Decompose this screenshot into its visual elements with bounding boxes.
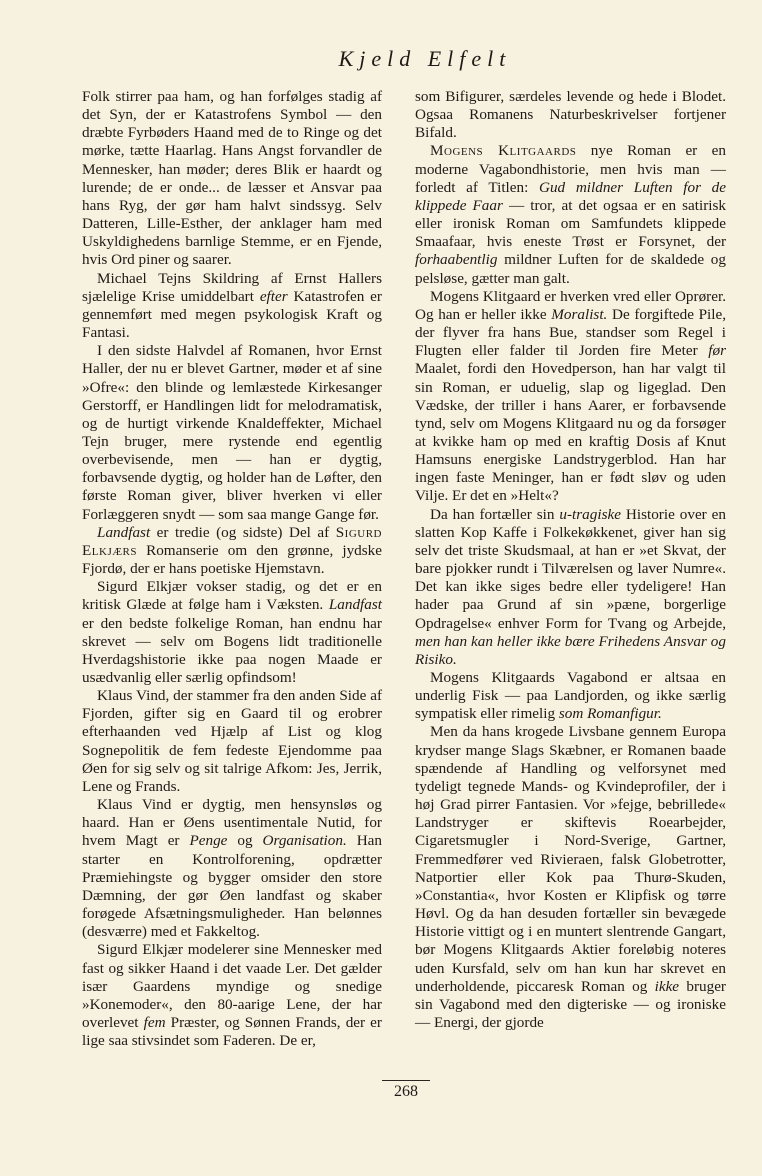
text-run: som Bifigurer, særdeles levende og hede i Blodet. Ogsaa Romanens Naturbeskrivelser fortjener Bifald. — [415, 88, 726, 142]
text-run: Præster, og Sønnen Frands, der er lige saa stivsindet som Faderen. De er, — [82, 1013, 382, 1050]
italic-text: Moralist. — [551, 305, 608, 323]
paragraph — [82, 578, 382, 687]
italic-text: men han kan heller ikke bære Frihedens Ansvar og Risiko. — [415, 632, 726, 668]
paragraph — [82, 270, 382, 343]
paragraph — [82, 941, 382, 1050]
text-run: Michael Tejns Skildring af Ernst Hallers sjælelige Krise umiddelbart — [82, 269, 382, 305]
paragraph — [415, 506, 726, 669]
paragraph — [415, 288, 726, 506]
paragraph — [82, 342, 382, 524]
text-run: Historie over en slatten Kop Kaffe i Folkekøkkenet, giver han sig selv det triste Skudsmaal, at han er »et Skvat, der bare pjokker rundt i Tilværelsen og laver Numre«. Det kan ikke siges bedre eller tydeligere! Han hader paa Grund af sin »pæne, borgerlige Opdragelse« enhver Form for Tvang og Arbejde, — [415, 505, 726, 632]
paragraph — [82, 796, 382, 941]
running-title: Kjeld Elfelt — [338, 46, 512, 71]
folio-rule — [382, 1080, 430, 1081]
paragraph — [415, 723, 726, 1032]
left-column — [82, 88, 382, 1050]
right-column — [415, 88, 726, 1032]
text-run: Klaus Vind er dygtig, men hensynsløs og haard. Han er Øens usentimentale Nutid, for hvem Magt er — [82, 796, 382, 850]
italic-text: efter — [259, 287, 288, 305]
page-number: 268 — [394, 1083, 418, 1100]
italic-text: som Romanfigur. — [558, 705, 662, 723]
text-run: Sigurd Elkjær modelerer sine Mennesker med fast og sikker Haand i det vaade Ler. Det gælder især Gaardens myndige og snedige »Konemoder«, den 80-aarige Lene, der har overlevet — [82, 941, 382, 1031]
italic-text: forhaabentlig — [415, 251, 498, 269]
text-run: Da han fortæller sin — [430, 505, 560, 523]
paragraph — [82, 687, 382, 796]
italic-text: Gud mildner Luften for de klippede Faar — [415, 178, 726, 214]
text-run: nye Roman er en moderne Vagabondhistorie, men hvis man — forledt af Titlen: — [415, 142, 726, 196]
text-run: Romanserie om den grønne, jydske Fjordø, der er hans poetiske Hjemstavn. — [82, 541, 382, 578]
text-run: Klaus Vind, der stammer fra den anden Side af Fjorden, gifter sig en Gaard til og erobrer efterhaanden ved Hjælp af List og klog Sognepolitik de fem fedeste Ejendomme paa Øen for sig selv og sit talrige Afkom: Jes, Jerrik, Lene og Frands. — [82, 687, 382, 795]
paragraph — [415, 142, 726, 287]
italic-text: ikke — [654, 977, 680, 995]
italic-text: fem — [143, 1013, 166, 1031]
italic-text: Landfast — [328, 596, 382, 614]
text-run: Men da hans krogede Livsbane gennem Europa krydser mange Slags Skæbner, er Romanen baade spændende af Handling og velforsynet med tydeligt tegnede Mands- og Kvindeprofiler, der i høj Grad pirrer Fantasien. Vor »fejge, bebrillede« Landstryger er skiftevis Roearbejder, Cigaretsmugler i Nord-Sverige, Gartner, Fremmedfører ved Rivieraen, falsk Globetrotter, Natportier eller Kok paa Thurø-Skuden, »Constantia«, hvor Kosten er Klipfisk og tørre Høvl. Og da han desuden fortæller sin bevægede Historie vittigt og i en muntert slentrende Gangart, bør Mogens Klitgaards Aktier foreløbig noteres uden Kursfald, selv om han kun har skrevet en underholdende, piccaresk Roman og — [415, 723, 726, 995]
text-run: Folk stirrer paa ham, og han forfølges stadig af det Syn, der er Katastrofens Symbol — den dræbte Fyrbøders Haand med de to Ringe og det mørke, tætte Haarlag. Hans Angst forvandler de Mennesker, han møder; deres Blik er haardt og lurende; de er onde... de læsser et Ansvar paa hans Ryg, der gør ham halvt sindssyg. Selv Datteren, Lille-Esther, der anklager ham med Uskyldighedens barnlige Stemme, er en Fjende, hvis Ord piner og saarer. — [82, 88, 382, 269]
text-run: er den bedste folkelige Roman, han endnu har skrevet — selv om Bogens lidt traditionelle Hverdagshistorie ikke paa nogen Maade er usædvanlig eller særlig opfindsom! — [82, 614, 382, 686]
text-run: Sigurd Elkjær vokser stadig, og det er en kritisk Glæde at følge ham i Væksten. — [82, 578, 382, 614]
author-name: Mogens Klitgaards — [430, 142, 577, 160]
text-run: I den sidste Halvdel af Romanen, hvor Ernst Haller, der nu er blevet Gartner, møder et af sine »Ofre«: den blinde og lemlæstede Kirkesanger Gerstorff, er Handlingen lidt for melodramatisk, og de hurtigt virkende Knaldeffekter, Michael Tejn bruger, mere rystende end egentlig overbevisende, men — han er dygtig, forbavsende dygtig, og holder han de Løfter, den første Roman giver, bliver hverken vi eller Forlæggeren snydt — som saa mange Gange før. — [82, 342, 382, 523]
text-run: bruger sin Vagabond med den digteriske — og ironiske — Energi, der gjorde — [415, 977, 726, 1031]
text-run: Mogens Klitgaards Vagabond er altsaa en underlig Fisk — paa Landjorden, og ikke særlig sympatisk eller rimelig — [415, 669, 726, 723]
italic-text: u-tragiske — [559, 505, 621, 523]
italic-text: Organisation. — [262, 832, 347, 850]
italic-text: Penge — [189, 832, 228, 850]
text-run: er tredie (og sidste) Del af — [150, 523, 336, 541]
text-run: og — [227, 832, 263, 850]
text-run: Katastrofen er gennemført med megen psykologisk Kraft og Fantasi. — [82, 287, 382, 342]
italic-text: Landfast — [97, 523, 151, 541]
paragraph — [82, 524, 382, 578]
paragraph — [82, 88, 382, 270]
paragraph — [415, 88, 726, 142]
author-name: Sigurd Elkjærs — [82, 523, 382, 559]
text-run: Mogens Klitgaard er hverken vred eller Oprører. Og han er heller ikke — [415, 287, 726, 323]
text-run: — tror, at det ogsaa er en satirisk eller ironisk Roman om Samfundets klippede Smaafaar, hvis eneste Trøst er Forsynet, der — [415, 196, 726, 251]
text-run: Han starter en Kontrolforening, opdrætter Præmiehingste og bygger omsider den store Dæmning, der gør Øen landfast og skaber forøgede Afsætningsmuligheder. Han belønnes (desværre) med et Fakkeltog. — [82, 832, 383, 941]
paragraph — [415, 669, 726, 723]
italic-text: før — [708, 342, 726, 360]
text-run: mildner Luften for de skaldede og pelsløse, gætter man galt. — [415, 251, 726, 287]
text-run: Maalet, fordi den Hovedperson, han har valgt til sin Roman, er uduelig, slap og ligeglad. Den Vædske, der triller i hans Aarer, er forbavsende tynd, selv om Mogens Klitgaard nu og da forsøger at kvikke ham op med en kraftig Dosis af Knut Hamsuns energiske Landstrygerblod. Han har ingen faste Meninger, han er født sløv og uden Vilje. Er det en »Helt«? — [415, 360, 726, 505]
text-run: De forgiftede Pile, der flyver fra hans Bue, standser som Regel i Flugten eller falder til Jorden fire Meter — [415, 305, 726, 360]
